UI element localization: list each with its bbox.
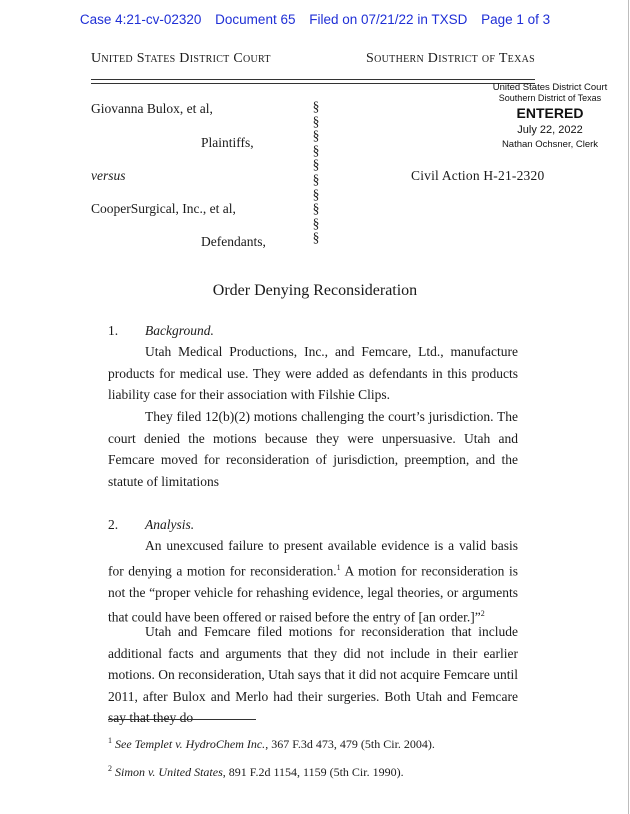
background-paragraph-1: Utah Medical Productions, Inc., and Femcare, Ltd., manufacture products for medical use. They were added as defendants in this products liability case for their association with Filshie Clips. bbox=[108, 344, 518, 402]
section-symbol: § bbox=[312, 171, 320, 187]
defendant-name: CooperSurgical, Inc., et al, bbox=[91, 201, 236, 216]
section-number: 2. bbox=[108, 517, 119, 532]
versus-label: versus bbox=[91, 168, 126, 183]
footnote-ref-1[interactable]: 1 bbox=[336, 562, 341, 572]
defendant-role: Defendants, bbox=[201, 234, 266, 249]
footnote-mark: 1 bbox=[108, 736, 112, 745]
section-symbol: § bbox=[312, 157, 320, 173]
stamp-district: Southern District of Texas bbox=[498, 93, 602, 103]
section-symbol: § bbox=[312, 230, 320, 246]
page-number: Page 1 of 3 bbox=[481, 12, 551, 27]
section-symbol: § bbox=[312, 99, 320, 114]
section-symbol: § bbox=[312, 142, 320, 158]
stamp-date: July 22, 2022 bbox=[517, 124, 583, 136]
district-name: Southern District of Texas bbox=[366, 51, 535, 66]
header-rule-top bbox=[91, 79, 535, 80]
section-number: 1. bbox=[108, 323, 119, 338]
plaintiff-role: Plaintiffs, bbox=[201, 135, 254, 150]
ecf-header bbox=[0, 12, 630, 27]
section-symbol: § bbox=[312, 215, 320, 231]
section-symbol: § bbox=[312, 128, 320, 144]
section-symbol: § bbox=[312, 113, 320, 129]
section-label: Analysis. bbox=[145, 517, 195, 532]
footnote-2 bbox=[108, 764, 404, 780]
stamp-clerk: Nathan Ochsner, Clerk bbox=[501, 139, 599, 150]
section-symbol: § bbox=[312, 201, 320, 217]
court-name: United States District Court bbox=[91, 51, 271, 66]
footnote-ref-2[interactable]: 2 bbox=[480, 609, 485, 618]
section-symbol: § bbox=[312, 186, 320, 202]
analysis-paragraph-2: Utah and Femcare filed motions for reconsideration that include additional facts and arguments that they did not include in their earlier motions. On reconsideration, Utah says that it did not acquire Femcare until 2011, after Bulox and Merlo had their surgeries. Both Utah and Femcare say that they do bbox=[108, 624, 518, 725]
analysis-paragraph-1 bbox=[108, 535, 518, 628]
section-symbol-column bbox=[310, 100, 322, 246]
plaintiff-name: Giovanna Bulox, et al, bbox=[91, 101, 213, 116]
stamp-status: ENTERED bbox=[516, 105, 584, 121]
analysis-text: A motion for reconsideration is not the “proper vehicle for rehashing evidence, legal theories, or arguments that could have been offered or raised before the entry of [an order.]” bbox=[108, 563, 518, 625]
filed-date: Filed on 07/21/22 in TXSD bbox=[309, 12, 468, 27]
footnote-case-name: See Templet v. HydroChem Inc. bbox=[115, 737, 266, 751]
footnote-case-name: Simon v. United States bbox=[115, 765, 223, 779]
civil-action-number: Civil Action H-21-2320 bbox=[411, 168, 545, 183]
section-label: Background. bbox=[145, 323, 214, 338]
case-number: Case 4:21-cv-02320 bbox=[79, 12, 202, 27]
footnote-rule bbox=[108, 719, 256, 720]
order-title: Order Denying Reconsideration bbox=[212, 282, 418, 299]
stamp-court: United States District Court bbox=[492, 82, 608, 93]
analysis-text: An unexcused failure to present available evidence is a valid basis for denying a motion for reconsideration. bbox=[108, 538, 518, 578]
footnote-1 bbox=[108, 736, 435, 752]
court-header bbox=[91, 51, 535, 71]
document-number: Document 65 bbox=[215, 12, 296, 27]
footnote-citation: , 891 F.2d 1154, 1159 (5th Cir. 1990). bbox=[222, 765, 404, 779]
entered-stamp bbox=[488, 82, 612, 150]
footnote-citation: , 367 F.3d 473, 479 (5th Cir. 2004). bbox=[265, 737, 435, 751]
header-rule-bottom bbox=[91, 83, 535, 84]
background-paragraph-2: They filed 12(b)(2) motions challenging the court’s jurisdiction. The court denied the motions because they were unpersuasive. Utah and Femcare moved for reconsideration of jurisdiction, preemption, and the statute of limitations bbox=[108, 409, 518, 489]
footnote-mark: 2 bbox=[108, 764, 112, 773]
